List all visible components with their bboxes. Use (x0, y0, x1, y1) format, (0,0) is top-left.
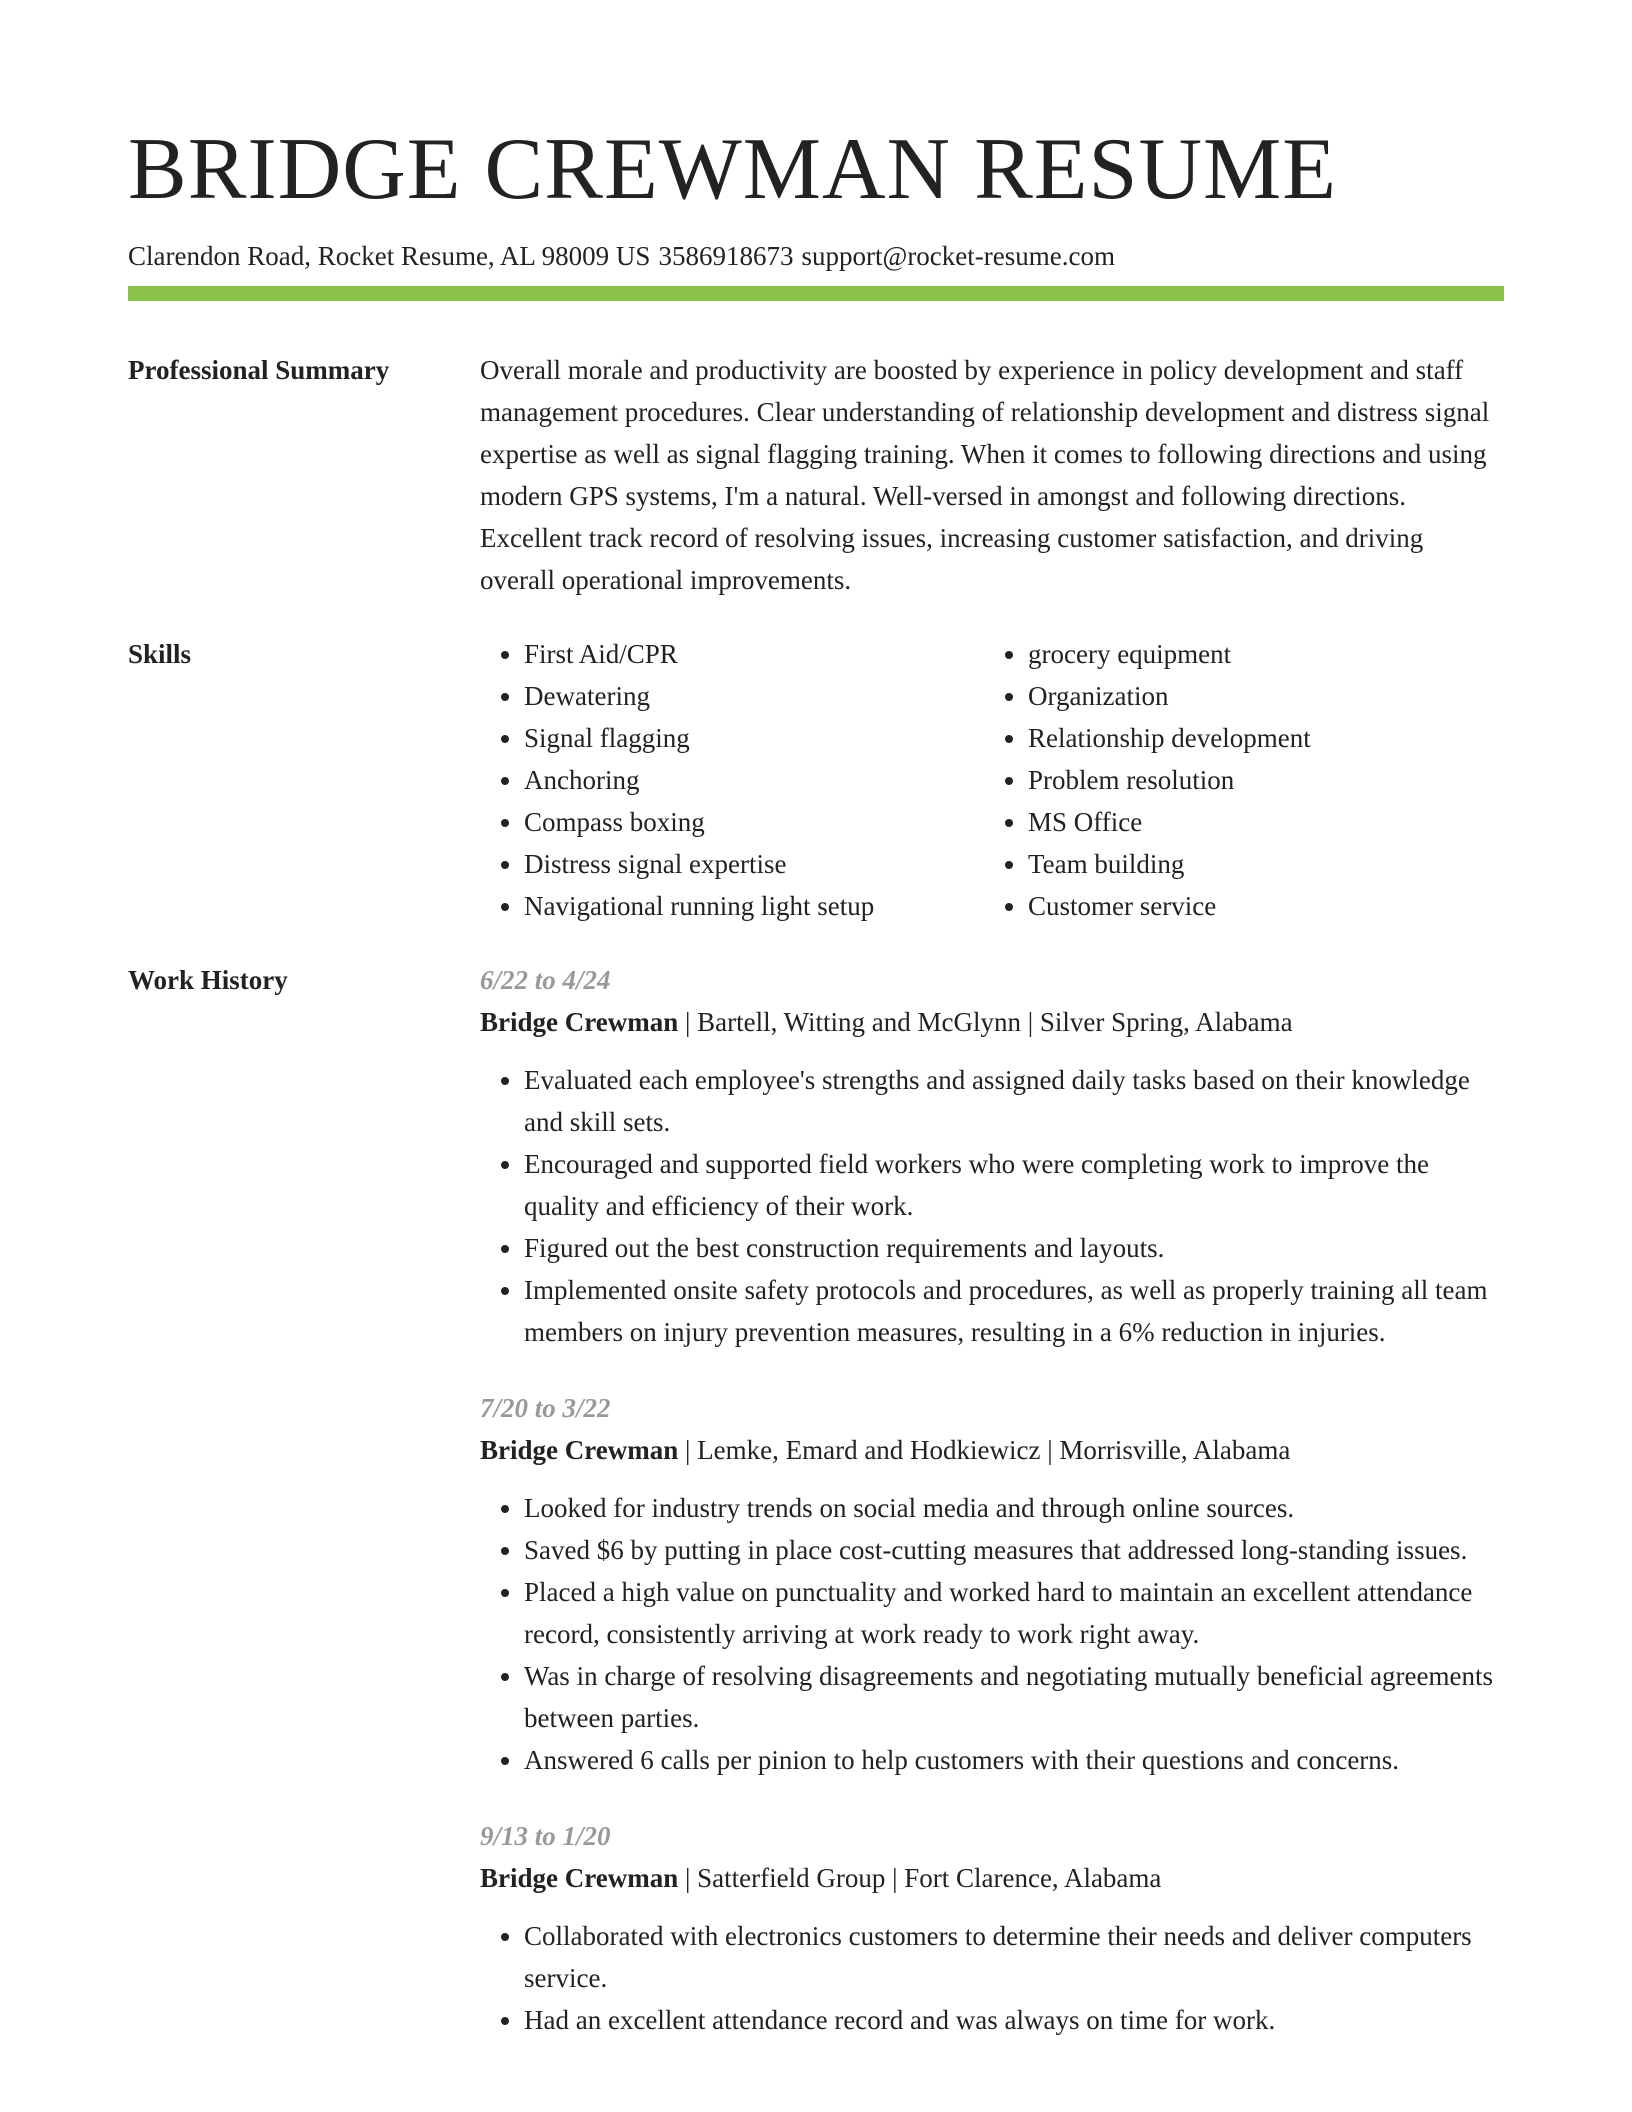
skills-list (480, 633, 1504, 927)
job-entry (480, 959, 1504, 1353)
job-bullet: • Looked for industry trends on social media and through online sources. (524, 1487, 1504, 1529)
contact-phone: 3586918673 (658, 241, 794, 271)
contact-email: support@rocket-resume.com (801, 241, 1115, 271)
skill-item: • Dewatering (524, 675, 984, 717)
job-details: | Satterfield Group | Fort Clarence, Alabama (678, 1863, 1162, 1893)
job-entry (480, 1387, 1504, 1781)
job-bullets (480, 1487, 1504, 1781)
job-heading (480, 1857, 1504, 1899)
resume-header (128, 112, 1504, 276)
skill-item: • MS Office (1028, 801, 1311, 843)
skill-item: • Customer service (1028, 885, 1311, 927)
skill-item: • Team building (1028, 843, 1311, 885)
summary-text: Overall morale and productivity are boosted by experience in policy development and staff management procedures. Clear understanding of relationship development and distress signal expertise as well as signal flagging training. When it comes to following directions and using modern GPS systems, I'm a natural. Well-versed in amongst and following directions. Excellent track record of resolving issues, increasing customer satisfaction, and driving overall operational improvements. (480, 355, 1490, 595)
job-details: | Lemke, Emard and Hodkiewicz | Morrisville, Alabama (678, 1435, 1291, 1465)
skill-item: • Organization (1028, 675, 1311, 717)
job-bullet: • Implemented onsite safety protocols and procedures, as well as properly training all team members on injury prevention measures, resulting in a 6% reduction in injuries. (524, 1269, 1504, 1353)
job-dates: 6/22 to 4/24 (480, 965, 611, 995)
job-bullets (480, 1059, 1504, 1353)
summary-heading: Professional Summary (128, 355, 390, 385)
job-bullet: • Answered 6 calls per pinion to help customers with their questions and concerns. (524, 1739, 1504, 1781)
job-title: Bridge Crewman (480, 1007, 679, 1037)
job-bullet: • Encouraged and supported field workers who were completing work to improve the quality and efficiency of their work. (524, 1143, 1504, 1227)
job-bullet: • Had an excellent attendance record and was always on time for work. (524, 1999, 1504, 2041)
work-history-heading: Work History (128, 965, 288, 995)
skill-item: • Signal flagging (524, 717, 984, 759)
summary-body (480, 349, 1504, 601)
job-bullet: • Placed a high value on punctuality and worked hard to maintain an excellent attendance record, consistently arriving at work ready to work right away. (524, 1571, 1504, 1655)
skills-heading: Skills (128, 639, 192, 669)
skill-item: • Relationship development (1028, 717, 1311, 759)
header-divider (128, 286, 1504, 301)
work-history-body (480, 959, 1504, 2075)
job-dates: 9/13 to 1/20 (480, 1821, 611, 1851)
job-bullet: • Figured out the best construction requirements and layouts. (524, 1227, 1504, 1269)
job-dates: 7/20 to 3/22 (480, 1393, 611, 1423)
contact-line (128, 236, 1504, 276)
skills-column-1 (480, 633, 984, 927)
job-title: Bridge Crewman (480, 1863, 679, 1893)
job-entry (480, 1815, 1504, 2041)
skill-item: • Anchoring (524, 759, 984, 801)
job-bullet: • Collaborated with electronics customers to determine their needs and deliver computers service. (524, 1915, 1504, 1999)
contact-address: Clarendon Road, Rocket Resume, AL 98009 US (128, 241, 651, 271)
skill-item: • Compass boxing (524, 801, 984, 843)
job-title: Bridge Crewman (480, 1435, 679, 1465)
job-bullets (480, 1915, 1504, 2041)
job-heading (480, 1429, 1504, 1471)
job-bullet: • Saved $6 by putting in place cost-cutting measures that addressed long-standing issues. (524, 1529, 1504, 1571)
job-bullet: • Evaluated each employee's strengths and assigned daily tasks based on their knowledge and skill sets. (524, 1059, 1504, 1143)
skill-item: • Navigational running light setup (524, 885, 984, 927)
skills-column-2 (984, 633, 1311, 927)
skill-item: • First Aid/CPR (524, 633, 984, 675)
skill-item: • grocery equipment (1028, 633, 1311, 675)
job-bullet: • Was in charge of resolving disagreements and negotiating mutually beneficial agreements between parties. (524, 1655, 1504, 1739)
skill-item: • Problem resolution (1028, 759, 1311, 801)
resume-title: BRIDGE CREWMAN RESUME (128, 121, 1338, 218)
job-heading (480, 1001, 1504, 1043)
skill-item: • Distress signal expertise (524, 843, 984, 885)
job-details: | Bartell, Witting and McGlynn | Silver Spring, Alabama (678, 1007, 1293, 1037)
